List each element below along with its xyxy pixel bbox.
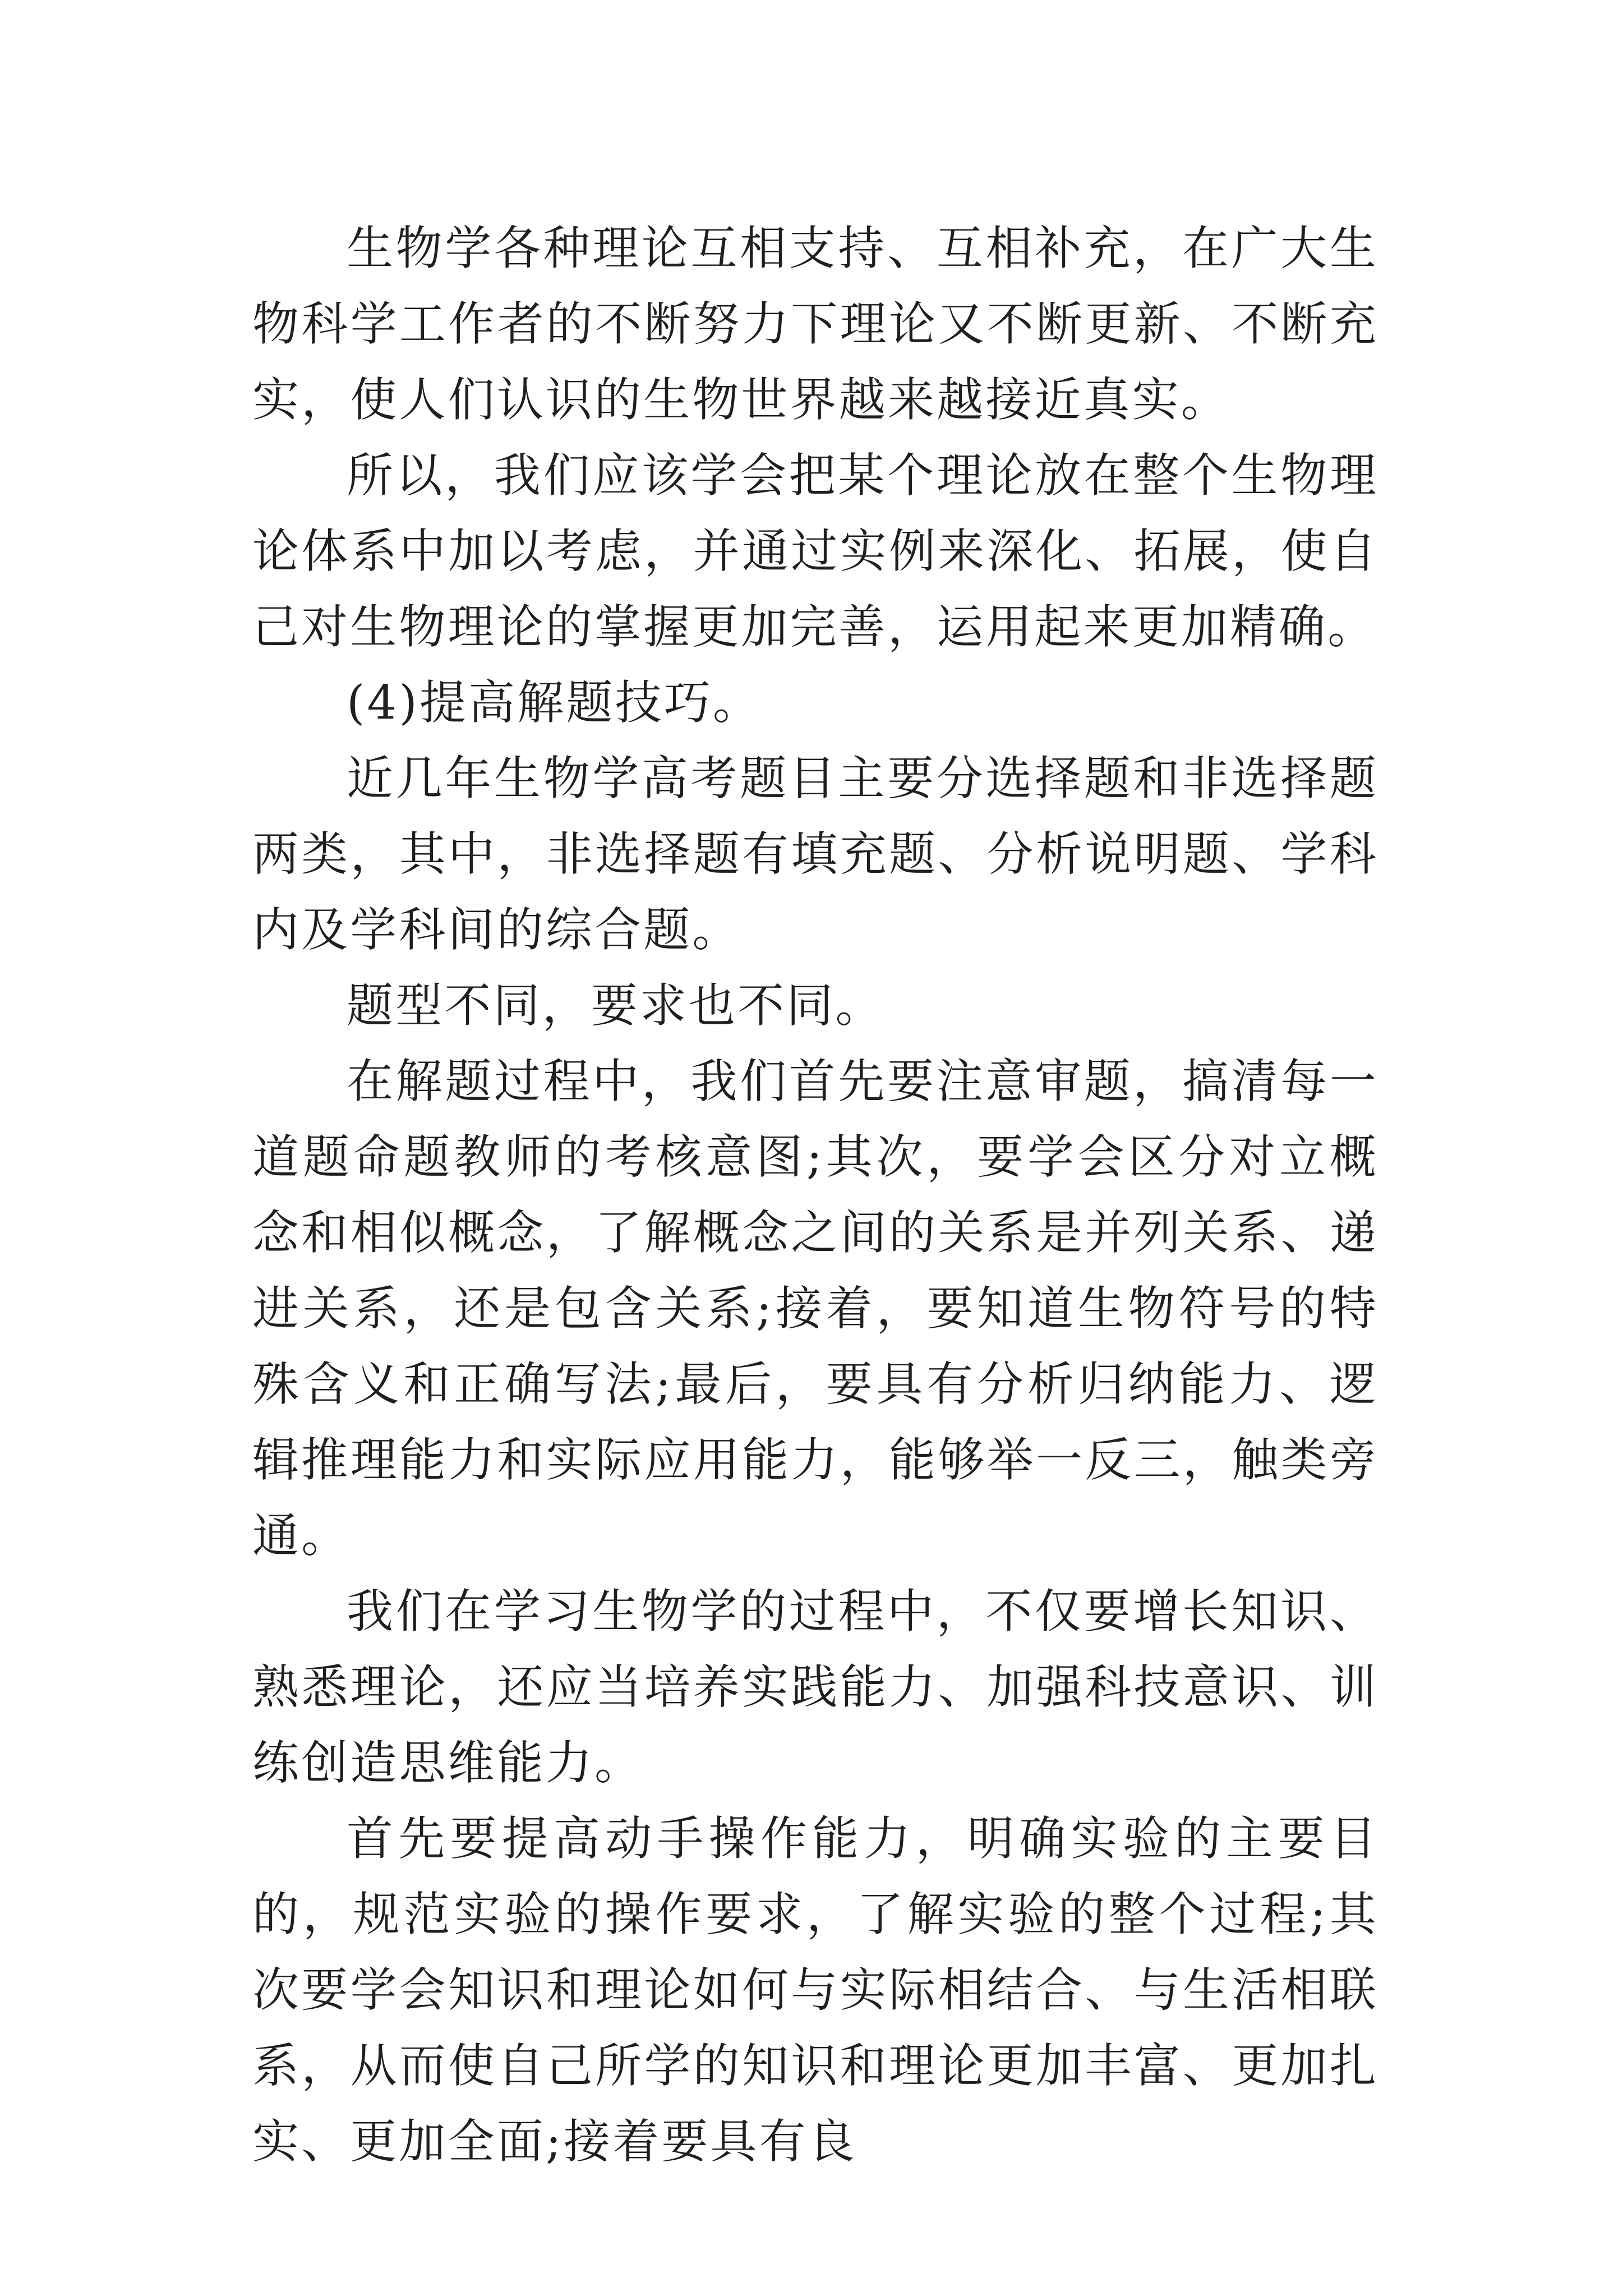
paragraph-1: 生物学各种理论互相支持、互相补充，在广大生物科学工作者的不断努力下理论又不断更新、不断充实，使人们认识的生物世界越来越接近真实。 [252,221,1378,427]
paragraph-2: 所以，我们应该学会把某个理论放在整个生物理论体系中加以考虑，并通过实例来深化、拓展，使自己对生物理论的掌握更加完善，运用起来更加精确。 [252,448,1378,654]
paragraph-8: 首先要提高动手操作能力，明确实验的主要目的，规范实验的操作要求，了解实验的整个过程;其次要学会知识和理论如何与实际相结合、与生活相联系，从而使自己所学的知识和理论更加丰富、更加扎实、更加全面;接着要具有良 [252,1811,1378,2169]
paragraph-4: 近几年生物学高考题目主要分选择题和非选择题两类，其中，非选择题有填充题、分析说明题、学科内及学科间的综合题。 [252,751,1378,957]
paragraph-6: 在解题过程中，我们首先要注意审题，搞清每一道题命题教师的考核意图;其次，要学会区分对立概念和相似概念，了解概念之间的关系是并列关系、递进关系，还是包含关系;接着，要知道生物符号的特殊含义和正确写法;最后，要具有分析归纳能力、逻辑推理能力和实际应用能力，能够举一反三，触类旁通。 [252,1054,1378,1563]
paragraph-5: 题型不同，要求也不同。 [347,978,884,1033]
paragraph-3: (4)提高解题技巧。 [347,675,762,730]
paragraph-7: 我们在学习生物学的过程中，不仅要增长知识、熟悉理论，还应当培养实践能力、加强科技意识、训练创造思维能力。 [252,1584,1378,1790]
body-text [252,210,1378,2179]
